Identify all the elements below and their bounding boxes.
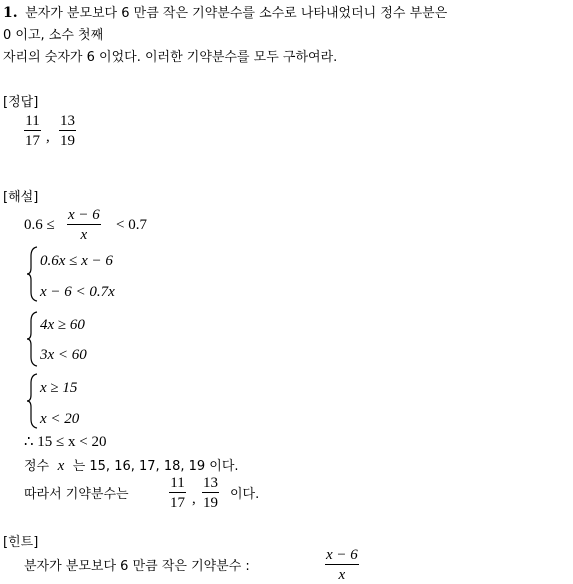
fraction-denominator: x	[80, 227, 88, 243]
answer-fraction-2	[59, 113, 76, 149]
integer-line	[24, 459, 239, 474]
system2-line-2: 3x < 60	[40, 347, 87, 363]
fraction-numerator: x − 6	[326, 547, 358, 563]
fraction-numerator: 11	[170, 475, 185, 491]
system2-line-1: 4x ≥ 60	[40, 317, 85, 333]
fraction-denominator: 19	[60, 133, 75, 149]
fraction-bar	[67, 224, 101, 225]
answer-label: [정답]	[3, 95, 39, 110]
conclusion-fraction-2	[202, 475, 219, 511]
problem-line-2: 0 이고, 소수 첫째	[3, 28, 104, 43]
integer-line-prefix: 정수	[24, 459, 50, 474]
hint-text: 분자가 분모보다 6 만큼 작은 기약분수 :	[24, 559, 250, 574]
fraction-numerator: 13	[60, 113, 75, 129]
answer-separator: ,	[46, 129, 50, 145]
solution-label: [해설]	[3, 190, 39, 205]
inequality-right: < 0.7	[116, 217, 147, 233]
conclusion-fraction-1	[169, 475, 186, 511]
fraction-bar	[59, 130, 76, 131]
left-brace-2	[27, 311, 39, 367]
conclusion-prefix: 따라서 기약분수는	[24, 487, 129, 502]
hint-label: [힌트]	[3, 535, 39, 550]
problem-line-3: 자리의 숫자가 6 이었다. 이러한 기약분수를 모두 구하여라.	[3, 50, 338, 65]
problem-number: 1.	[3, 5, 18, 21]
fraction-numerator: 11	[25, 113, 40, 129]
integer-variable: x	[57, 458, 65, 474]
fraction-denominator: x	[338, 567, 346, 583]
answer-fraction-1	[24, 113, 41, 149]
integer-line-rest: 는 15, 16, 17, 18, 19 이다.	[72, 459, 239, 474]
fraction-numerator: x − 6	[68, 207, 100, 223]
left-brace-3	[27, 373, 39, 429]
system1-line-1: 0.6x ≤ x − 6	[40, 253, 113, 269]
hint-fraction	[325, 547, 359, 583]
fraction-numerator: 13	[203, 475, 218, 491]
fraction-bar	[24, 130, 41, 131]
inequality-left: 0.6 ≤	[24, 217, 55, 233]
system3-line-2: x < 20	[40, 411, 80, 427]
system1-line-2: x − 6 < 0.7x	[40, 284, 115, 300]
fraction-bar	[325, 564, 359, 565]
fraction-denominator: 17	[170, 495, 185, 511]
fraction-denominator: 17	[25, 133, 40, 149]
conclusion-suffix: 이다.	[230, 487, 260, 502]
fraction-bar	[169, 492, 186, 493]
problem-line-1: 분자가 분모보다 6 만큼 작은 기약분수를 소수로 나타내었더니 정수 부분은	[25, 6, 448, 21]
system3-line-1: x ≥ 15	[40, 380, 78, 396]
conclusion-separator: ,	[192, 491, 196, 507]
inequality-fraction	[67, 207, 101, 243]
fraction-denominator: 19	[203, 495, 218, 511]
fraction-bar	[202, 492, 219, 493]
problem-statement	[3, 6, 447, 20]
left-brace-1	[27, 246, 39, 302]
therefore-line: ∴ 15 ≤ x < 20	[24, 434, 107, 450]
